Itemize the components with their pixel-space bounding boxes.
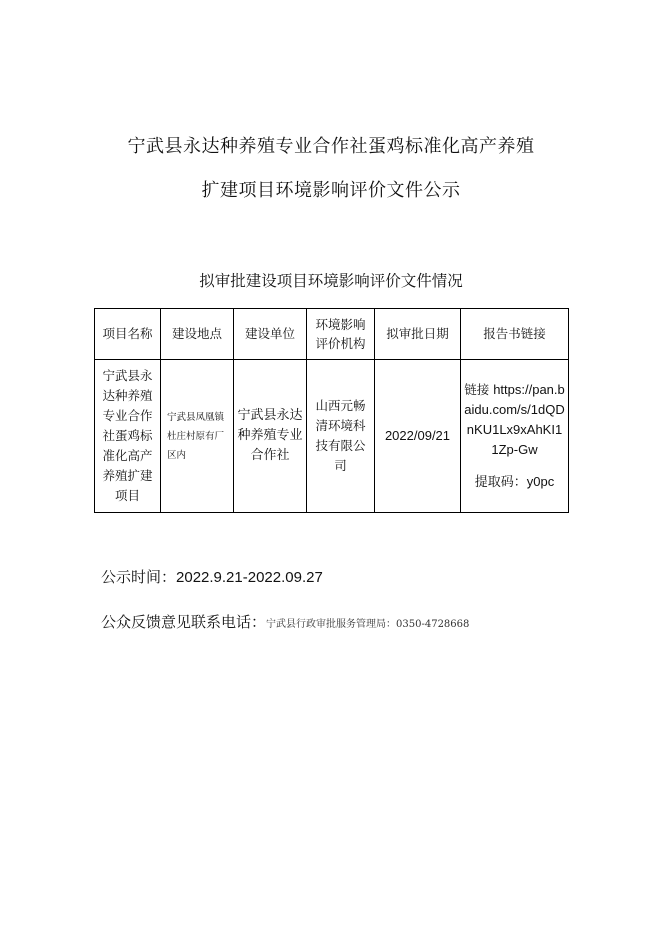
- feedback-contact: [101, 611, 469, 632]
- header-location: 建设地点: [161, 309, 234, 360]
- cell-date: 2022/09/21: [375, 360, 461, 513]
- cell-builder: 宁武县永达种养殖专业合作社: [234, 360, 307, 513]
- header-agency: 环境影响评价机构: [307, 309, 375, 360]
- header-project-name: 项目名称: [95, 309, 161, 360]
- header-date: 拟审批日期: [375, 309, 461, 360]
- cell-location: 宁武县凤凰镇杜庄村原有厂区内: [161, 360, 234, 513]
- table-row: [95, 360, 569, 513]
- public-time-label: 公示时间：: [101, 568, 177, 586]
- public-notice-period: [101, 566, 323, 587]
- report-download-link[interactable]: https://pan.baidu.com/s/1dQDnKU1Lx9xAhKI11Zp-Gw: [464, 382, 565, 457]
- contact-label: 公众反馈意见联系电话：: [101, 613, 267, 631]
- document-title-line1: 宁武县永达种养殖专业合作社蛋鸡标准化高产养殖: [127, 136, 535, 157]
- document-title-line2: 扩建项目环境影响评价文件公示: [201, 180, 461, 201]
- project-table: [94, 308, 569, 513]
- cell-report-link: [461, 360, 569, 513]
- header-link: 报告书链接: [461, 309, 569, 360]
- cell-project-name: 宁武县永达种养殖专业合作社蛋鸡标准化高产养殖扩建项目: [95, 360, 161, 513]
- cell-agency: 山西元畅清环境科技有限公司: [307, 360, 375, 513]
- extraction-code: 提取码：y0pc: [474, 474, 555, 489]
- header-builder: 建设单位: [234, 309, 307, 360]
- link-prefix: 链接: [464, 382, 494, 397]
- table-header-row: [95, 309, 569, 360]
- contact-value: 宁武县行政审批服务管理局：0350-4728668: [266, 619, 470, 630]
- public-time-value: 2022.9.21-2022.09.27: [176, 569, 323, 586]
- table-caption: 拟审批建设项目环境影响评价文件情况: [199, 272, 463, 290]
